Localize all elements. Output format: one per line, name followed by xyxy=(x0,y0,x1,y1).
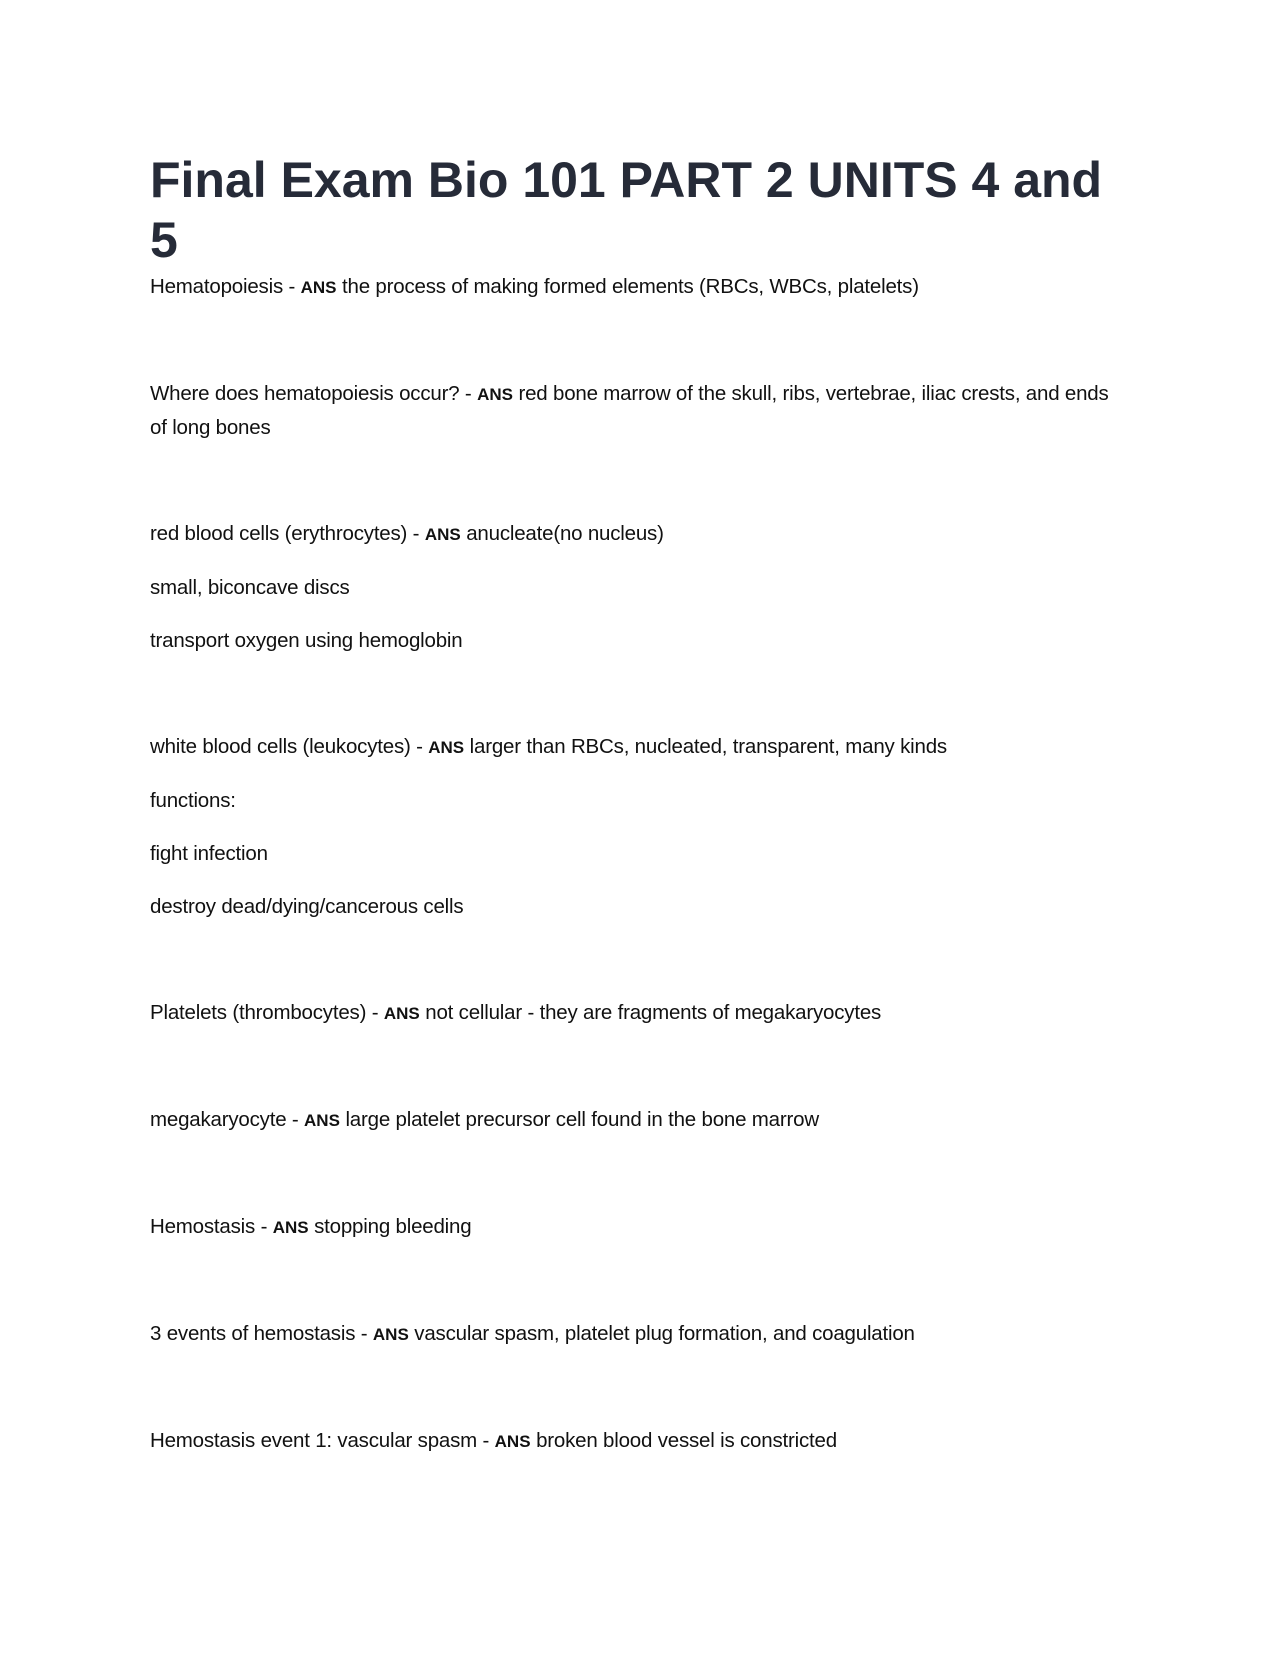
ans-label: ANS xyxy=(428,738,465,757)
qa-answer-line: fight infection xyxy=(150,842,268,865)
qa-term: Platelets (thrombocytes) - xyxy=(150,1001,384,1024)
qa-term: Hematopoiesis - xyxy=(150,275,301,298)
qa-entry xyxy=(150,1103,1110,1137)
document-page xyxy=(150,150,1110,1458)
qa-answer: stopping bleeding xyxy=(314,1215,472,1238)
qa-term: white blood cells (leukocytes) - xyxy=(150,735,429,758)
qa-first-line xyxy=(150,1317,1110,1351)
qa-entry xyxy=(150,517,1110,657)
ans-label: ANS xyxy=(304,1111,340,1130)
qa-answer-line: destroy dead/dying/cancerous cells xyxy=(150,895,464,918)
qa-first-line xyxy=(150,1103,1110,1137)
qa-answer: larger than RBCs, nucleated, transparent, many kinds xyxy=(469,735,947,758)
qa-answer-line: small, biconcave discs xyxy=(150,576,350,599)
qa-term: megakaryocyte - xyxy=(150,1108,305,1131)
qa-term: 3 events of hemostasis - xyxy=(150,1322,373,1345)
qa-answer-line: transport oxygen using hemoglobin xyxy=(150,629,463,652)
qa-term: Hemostasis event 1: vascular spasm - xyxy=(150,1429,495,1452)
qa-term: Where does hematopoiesis occur? - xyxy=(150,382,478,405)
ans-label: ANS xyxy=(372,1325,409,1344)
qa-answer: not cellular - they are fragments of megakaryocytes xyxy=(425,1001,882,1024)
qa-answer: the process of making formed elements (RBCs, WBCs, platelets) xyxy=(342,275,919,298)
qa-entry xyxy=(150,1424,1110,1458)
qa-answer-line: functions: xyxy=(150,789,236,812)
ans-label: ANS xyxy=(494,1432,531,1451)
ans-label: ANS xyxy=(300,278,337,297)
qa-entry xyxy=(150,270,1110,304)
qa-term: red blood cells (erythrocytes) - xyxy=(150,522,425,545)
qa-first-line xyxy=(150,270,1110,304)
qa-answer: vascular spasm, platelet plug formation, and coagulation xyxy=(414,1322,915,1345)
ans-label: ANS xyxy=(424,525,461,544)
qa-first-line xyxy=(150,517,1110,551)
qa-first-line xyxy=(150,1210,1110,1244)
qa-entry xyxy=(150,730,1110,923)
ans-label: ANS xyxy=(477,385,513,404)
qa-entry xyxy=(150,1317,1110,1351)
qa-entry xyxy=(150,377,1110,444)
qa-answer: broken blood vessel is constricted xyxy=(536,1429,837,1452)
qa-answer: red bone marrow of the skull, ribs, vertebrae, iliac crests, and ends of long bones xyxy=(150,382,1109,439)
qa-answer: anucleate(no nucleus) xyxy=(466,522,664,545)
qa-first-line xyxy=(150,1424,1110,1458)
qa-entry xyxy=(150,996,1110,1030)
qa-entry xyxy=(150,1210,1110,1244)
ans-label: ANS xyxy=(383,1004,420,1023)
document-title: Final Exam Bio 101 PART 2 UNITS 4 and 5 xyxy=(150,152,1103,268)
document-body xyxy=(150,270,1110,1458)
qa-first-line xyxy=(150,377,1110,444)
qa-term: Hemostasis - xyxy=(150,1215,273,1238)
qa-answer: large platelet precursor cell found in the bone marrow xyxy=(345,1108,819,1131)
ans-label: ANS xyxy=(272,1218,309,1237)
qa-first-line xyxy=(150,730,1110,764)
qa-first-line xyxy=(150,996,1110,1030)
